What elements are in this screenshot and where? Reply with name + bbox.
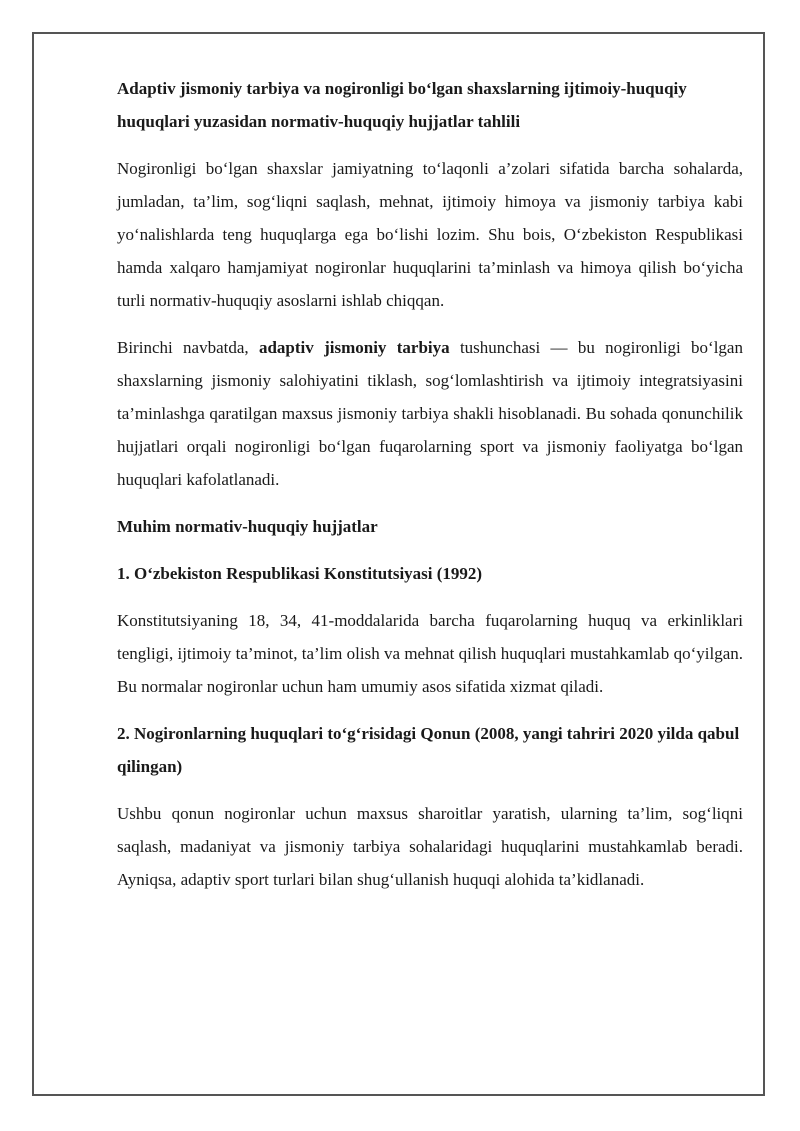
document-page bbox=[32, 32, 765, 1096]
definition-prefix: Birinchi navbatda, bbox=[117, 338, 259, 357]
item-heading-constitution: 1. O‘zbekiston Respublikasi Konstitutsiyasi (1992) bbox=[117, 564, 483, 583]
item-text-law: Ushbu qonun nogironlar uchun maxsus sharoitlar yaratish, ularning ta’lim, sog‘liqni saqlash, madaniyat va jismoniy tarbiya sohalaridagi huquqlarini mustahkamlab beradi. Ayniqsa, adaptiv sport turlari bilan shug‘ullanish huquqi alohida ta’kidlanadi. bbox=[117, 804, 743, 889]
section-heading: Muhim normativ-huquqiy hujjatlar bbox=[117, 517, 378, 536]
item-heading-law: 2. Nogironlarning huquqlari to‘g‘risidagi Qonun (2008, yangi tahriri 2020 yilda qabul qilingan) bbox=[117, 724, 740, 776]
definition-suffix: tushunchasi — bu nogironligi bo‘lgan shaxslarning jismoniy salohiyatini tiklash, sog‘lomlashtirish va ijtimoiy integratsiyasini ta’minlashga qaratilgan maxsus jismoniy tarbiya shakli hisoblanadi. Bu sohada qonunchilik hujjatlari orqali nogironligi bo‘lgan fuqarolarning sport va jismoniy faoliyatga bo‘lgan huquqlari kafolatlanadi. bbox=[117, 338, 743, 489]
item-text-constitution: Konstitutsiyaning 18, 34, 41-moddalarida barcha fuqarolarning huquq va erkinliklari tengligi, ijtimoiy ta’minot, ta’lim olish va mehnat qilish huquqlari mustahkamlab qo‘yilgan. Bu normalar nogironlar uchun ham umumiy asos sifatida xizmat qiladi. bbox=[117, 611, 743, 696]
document-title: Adaptiv jismoniy tarbiya va nogironligi bo‘lgan shaxslarning ijtimoiy-huquqiy huquqlari yuzasidan normativ-huquqiy hujjatlar tahlili bbox=[117, 79, 687, 131]
definition-paragraph bbox=[117, 331, 743, 496]
intro-paragraph: Nogironligi bo‘lgan shaxslar jamiyatning to‘laqonli a’zolari sifatida barcha sohalarda, jumladan, ta’lim, sog‘liqni saqlash, mehnat, ijtimoiy himoya va jismoniy tarbiya kabi yo‘nalishlarda teng huquqlarga ega bo‘lishi lozim. Shu bois, O‘zbekiston Respublikasi hamda xalqaro hamjamiyat nogironlar huquqlarini ta’minlash va himoya qilish bo‘yicha turli normativ-huquqiy asoslarni ishlab chiqqan. bbox=[117, 159, 743, 310]
definition-bold-term: adaptiv jismoniy tarbiya bbox=[258, 338, 450, 357]
document-body bbox=[117, 72, 743, 896]
